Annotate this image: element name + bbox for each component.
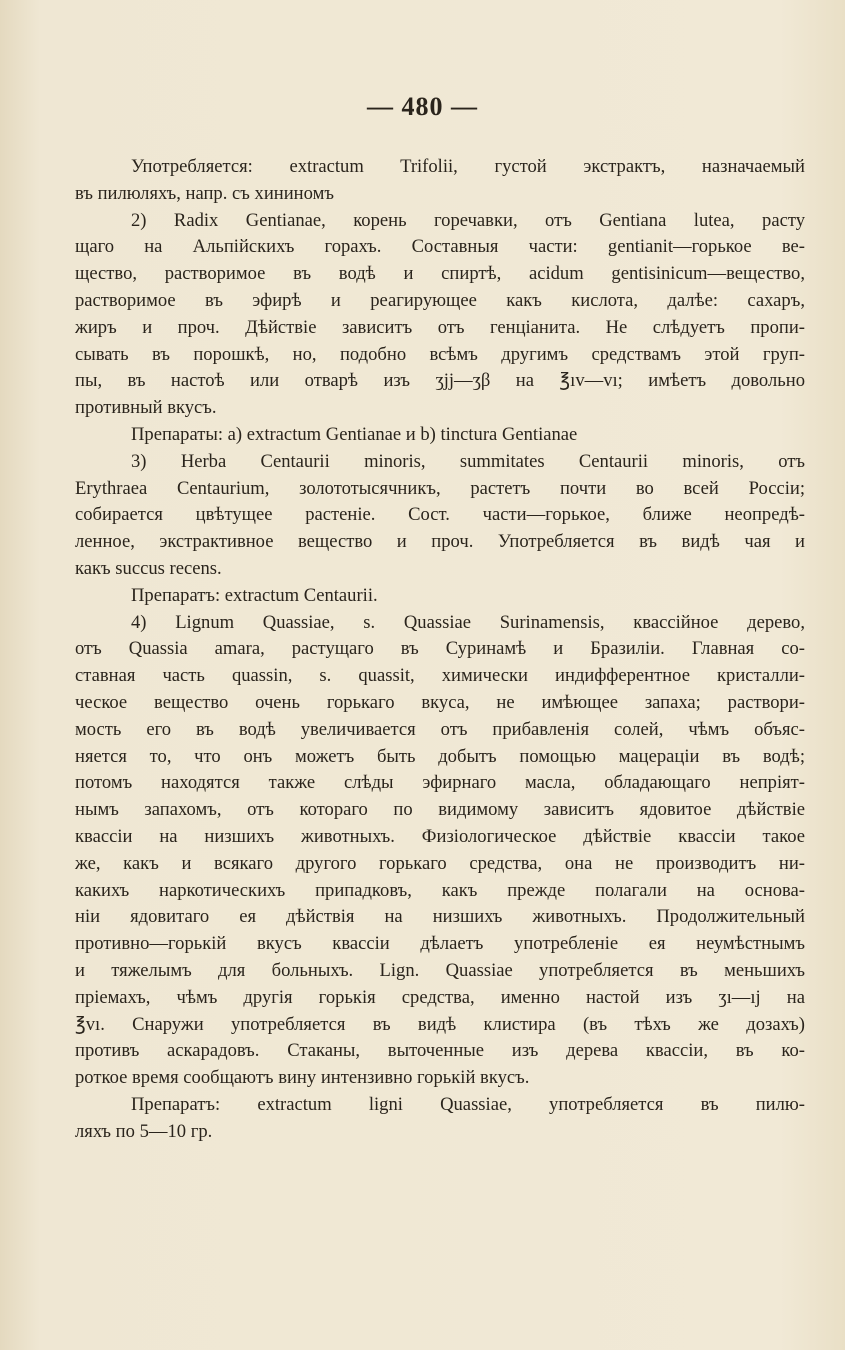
text-line: жиръ и проч. Дѣйствіе зависитъ отъ генціанита. Не слѣдуетъ пропи- bbox=[75, 316, 805, 338]
text-line: ленное, экстрактивное вещество и проч. Употребляется въ видѣ чая и bbox=[75, 531, 805, 553]
text-line: потомъ находятся также слѣды эфирнаго масла, обладающаго непріят- bbox=[75, 772, 805, 794]
text-line: Препаратъ: extractum Centaurii. bbox=[131, 584, 378, 606]
page-body bbox=[75, 154, 805, 1145]
text-line: Erythraea Centaurium, золототысячникъ, растетъ почти во всей Россіи; bbox=[75, 477, 805, 499]
text-line: какъ succus recens. bbox=[75, 557, 222, 579]
text-line: щество, растворимое въ водѣ и спиртѣ, acidum gentisinicum—вещество, bbox=[75, 263, 805, 285]
text-line: мость его въ водѣ увеличивается отъ прибавленія солей, чѣмъ объяс- bbox=[75, 718, 805, 740]
text-line: и тяжелымъ для больныхъ. Lign. Quassiae употребляется въ меньшихъ bbox=[75, 959, 805, 981]
text-line: ніи ядовитаго ея дѣйствія на низшихъ животныхъ. Продолжительный bbox=[75, 906, 805, 928]
text-line: же, какъ и всякаго другого горькаго средства, она не производитъ ни- bbox=[75, 852, 805, 874]
text-line: пріемахъ, чѣмъ другія горькія средства, именно настой изъ ʒı—ıj на bbox=[75, 986, 805, 1008]
text-line: ставная часть quassin, s. quassit, химически индифферентное кристалли- bbox=[75, 665, 805, 687]
text-line: противный вкусъ. bbox=[75, 397, 217, 419]
text-line: ляхъ по 5—10 гр. bbox=[75, 1120, 213, 1142]
text-line: сывать въ порошкѣ, но, подобно всѣмъ другимъ средствамъ этой груп- bbox=[75, 343, 805, 365]
text-line: Препараты: a) extractum Gentianae и b) tinctura Gentianae bbox=[131, 423, 578, 445]
text-line: противно—горькій вкусъ квассіи дѣлаетъ употребленіе ея неумѣстнымъ bbox=[75, 933, 805, 955]
text-line: въ пилюляхъ, напр. съ хининомъ bbox=[75, 182, 334, 204]
page-number: — 480 — bbox=[367, 92, 478, 121]
text-line: роткое время сообщаютъ вину интензивно горькій вкусъ. bbox=[75, 1067, 530, 1089]
text-line: противъ аскарадовъ. Стаканы, выточенные изъ дерева квассіи, въ ко- bbox=[75, 1040, 805, 1062]
text-line: собирается цвѣтущее растеніе. Сост. части—горькое, ближе неопредѣ- bbox=[75, 504, 805, 526]
text-line: 2) Radix Gentianae, корень горечавки, отъ Gentiana lutea, расту bbox=[131, 209, 805, 231]
text-line: квассіи на низшихъ животныхъ. Физіологическое дѣйствіе квассіи такое bbox=[75, 825, 805, 847]
text-line: 4) Lignum Quassiae, s. Quassiae Surinamensis, квассійное дерево, bbox=[131, 611, 805, 633]
text-line: 3) Herba Centaurii minoris, summitates Centaurii minoris, отъ bbox=[131, 450, 805, 472]
text-line: щаго на Альпійскихъ горахъ. Составныя части: gentianit—горькое ве- bbox=[75, 236, 805, 258]
text-line: растворимое въ эфирѣ и реагирующее какъ кислота, далѣе: сахаръ, bbox=[75, 289, 805, 311]
text-line: ℥vı. Снаружи употребляется въ видѣ клистира (въ тѣхъ же дозахъ) bbox=[75, 1013, 805, 1035]
text-line: нымъ запахомъ, отъ котораго по видимому зависитъ ядовитое дѣйствіе bbox=[75, 799, 805, 821]
text-line: отъ Quassia amara, растущаго въ Суринамѣ и Бразиліи. Главная со- bbox=[75, 638, 805, 660]
text-line: няется то, что онъ можетъ быть добытъ помощью мацераціи въ водѣ; bbox=[75, 745, 805, 767]
text-line: пы, въ настоѣ или отварѣ изъ ʒjj—ʒβ на ℥ıv—vı; имѣетъ довольно bbox=[75, 370, 805, 392]
text-line: Употребляется: extractum Trifolii, густой экстрактъ, назначаемый bbox=[131, 156, 805, 177]
text-line: Препаратъ: extractum ligni Quassiae, употребляется въ пилю- bbox=[131, 1093, 805, 1115]
text-line: ческое вещество очень горькаго вкуса, не имѣющее запаха; раствори- bbox=[75, 691, 805, 713]
text-line: какихъ наркотическихъ припадковъ, какъ прежде полагали на основа- bbox=[75, 879, 805, 901]
